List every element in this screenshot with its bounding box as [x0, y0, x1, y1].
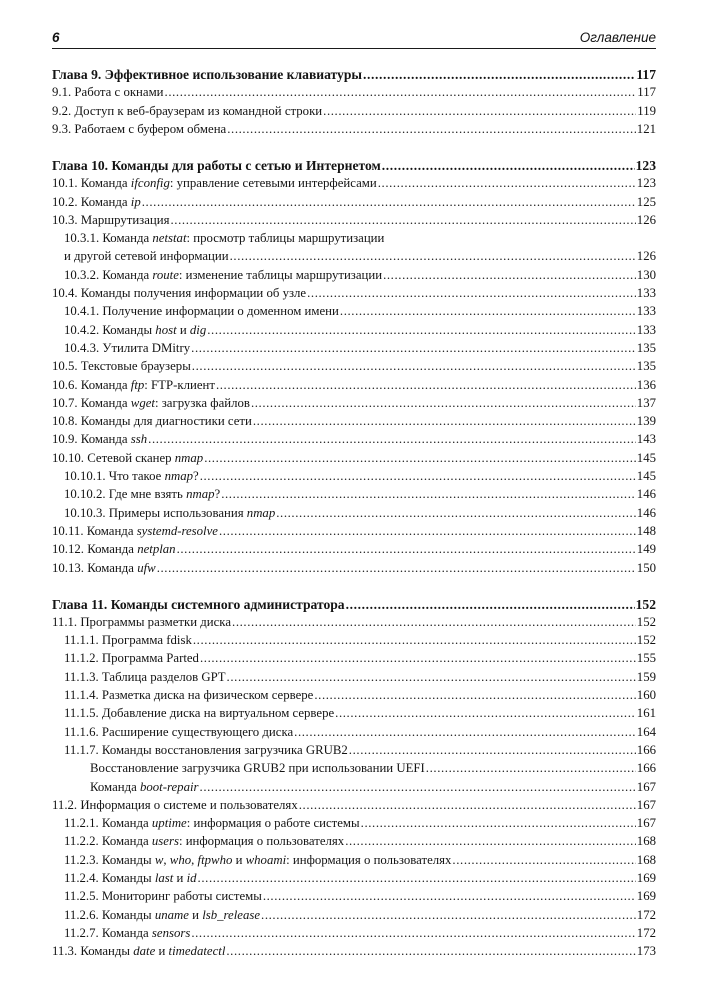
toc-entry-title: [52, 103, 322, 120]
toc-entry-title: [64, 833, 344, 850]
title-text: : загрузка файлов: [154, 395, 250, 410]
toc-entry[interactable]: [52, 194, 656, 211]
toc-entry[interactable]: [52, 760, 656, 777]
title-text: : изменение таблицы маршрутизации: [178, 267, 383, 282]
toc-entry[interactable]: [52, 230, 656, 247]
title-text: 11.1.2. Программа Parted: [64, 651, 199, 666]
title-text: 11.2.5. Мониторинг работы системы: [64, 889, 262, 904]
dot-leader: [314, 687, 635, 704]
title-text: 10.6. Команда: [52, 377, 131, 392]
running-header: [52, 28, 656, 48]
command-name: date: [133, 944, 156, 959]
dot-leader: [294, 724, 636, 741]
toc-page-number: 149: [636, 542, 656, 557]
toc-entry[interactable]: [52, 413, 656, 430]
dot-leader: [148, 431, 636, 448]
toc-page-number: 133: [636, 322, 656, 337]
toc-entry-title: [52, 413, 252, 430]
command-name: id: [186, 871, 197, 885]
title-text: 10.3.2. Команда: [64, 267, 153, 282]
title-text: 10.11. Команда: [52, 523, 137, 538]
toc-page-number: 135: [636, 359, 656, 374]
toc-page-number: 146: [636, 487, 656, 502]
command-name: ip: [130, 194, 141, 209]
title-text: 11.1.3. Таблица разделов GPT: [64, 669, 226, 684]
command-name: netplan: [137, 542, 176, 557]
toc-page-number: 168: [636, 852, 656, 867]
title-text: : управление сетевыми интерфейсами: [169, 176, 377, 191]
title-text: 9.1. Работа с окнами: [52, 85, 164, 100]
toc-entry[interactable]: [52, 614, 656, 631]
command-name: boot-repair: [139, 779, 199, 794]
page-number: 6: [52, 30, 60, 45]
title-text: 10.7. Команда: [52, 395, 131, 410]
toc-entry[interactable]: [52, 523, 656, 540]
dot-leader: [253, 413, 636, 430]
toc-entry[interactable]: [52, 925, 656, 942]
dot-leader: [361, 815, 636, 832]
toc-page-number: 119: [637, 103, 656, 118]
toc-page-number: 125: [636, 194, 656, 209]
title-text: : информация о пользователях: [178, 834, 345, 849]
header-rule: [52, 48, 656, 49]
dot-leader: [200, 779, 636, 796]
toc-page-number: 167: [636, 797, 656, 812]
toc-page-number: 117: [636, 67, 656, 82]
toc-page-number: 145: [636, 469, 656, 483]
dot-leader: [200, 468, 636, 485]
command-name: nmap: [164, 469, 193, 483]
toc-entry-title: [52, 194, 141, 211]
toc-entry-title: [64, 925, 190, 942]
command-name: uname: [154, 907, 189, 922]
toc-entry-title: [52, 596, 345, 613]
command-name: nmap: [246, 505, 276, 520]
toc-page-number: 143: [636, 432, 656, 447]
toc-entry-title: [64, 650, 199, 667]
toc-entry[interactable]: [52, 248, 656, 265]
title-text: 11.1.4. Разметка диска на физическом сервере: [64, 688, 314, 702]
dot-leader: [307, 285, 636, 302]
toc-entry-title: [64, 267, 382, 284]
title-text: Глава 11. Команды системного администратора: [52, 596, 345, 612]
toc-entry[interactable]: [52, 121, 656, 138]
toc-entry-title: [64, 852, 451, 869]
title-text: 10.3.1. Команда: [64, 231, 153, 246]
toc-page-number: 133: [636, 304, 656, 319]
toc-entry[interactable]: [52, 742, 656, 759]
toc-page-number: 172: [636, 925, 656, 940]
toc-entry[interactable]: [52, 724, 656, 741]
toc-entry-title: [64, 303, 339, 320]
toc-chapter-entry[interactable]: [52, 596, 656, 613]
title-text: 10.4.1. Получение информации о доменном имени: [64, 304, 339, 319]
title-text: и: [232, 852, 246, 867]
dot-leader: [191, 925, 635, 942]
title-text: Команда: [90, 779, 140, 794]
title-text: 10.4.2. Команды: [64, 322, 156, 337]
toc-page-number: 169: [636, 889, 656, 904]
title-text: 10.10.2. Где мне взять: [64, 487, 187, 502]
toc-entry-title: [64, 669, 226, 686]
toc-page-number: 126: [636, 212, 656, 227]
toc-entry[interactable]: [52, 175, 656, 192]
toc-entry-title: [90, 760, 425, 777]
command-name: whoami: [245, 852, 287, 867]
dot-leader: [345, 833, 636, 850]
toc-entry-title: [52, 560, 156, 577]
dot-leader: [157, 560, 636, 577]
toc-entry-title: [52, 395, 250, 412]
title-text: 11.3. Команды: [52, 944, 134, 959]
toc-entry[interactable]: [52, 486, 656, 503]
command-name: netstat: [152, 231, 187, 246]
toc-entry-title: [64, 888, 262, 905]
title-text: 10.12. Команда: [52, 542, 138, 557]
title-text: 11.1.7. Команды восстановления загрузчика GRUB2: [64, 742, 348, 757]
toc-entry[interactable]: [52, 943, 656, 960]
toc-entry[interactable]: [52, 450, 656, 467]
command-name: w: [154, 852, 164, 867]
title-text: 11.2.1. Команда: [64, 816, 152, 831]
toc-entry-title: [64, 230, 384, 247]
toc-entry-title: [52, 157, 381, 174]
dot-leader: [363, 66, 635, 83]
dot-leader: [263, 888, 636, 905]
title-text: 10.1. Команда: [52, 176, 131, 191]
toc-page-number: 167: [636, 816, 656, 831]
title-text: 10.3. Маршрутизация: [52, 212, 170, 227]
command-name: who: [169, 852, 192, 867]
title-text: ,: [191, 852, 198, 867]
title-text: и: [155, 944, 169, 959]
dot-leader: [340, 303, 636, 320]
toc-entry[interactable]: [52, 468, 656, 485]
title-text: 11.2.2. Команда: [64, 834, 152, 849]
toc-page-number: 155: [636, 651, 656, 666]
toc-entry-title: [52, 66, 362, 83]
toc-page-number: 146: [636, 505, 656, 520]
toc-page-number: 152: [635, 596, 656, 612]
toc-page-number: 159: [636, 669, 656, 684]
dot-leader: [193, 632, 636, 649]
dot-leader: [230, 248, 636, 265]
title-text: Глава 9. Эффективное использование клавиатуры: [52, 67, 363, 82]
title-text: Восстановление загрузчика GRUB2 при использовании UEFI: [90, 761, 425, 776]
dot-leader: [191, 340, 636, 357]
toc-page-number: 164: [636, 724, 656, 739]
toc-entry-title: [52, 84, 164, 101]
toc-page-number: 152: [636, 614, 656, 629]
toc-page-number: 130: [636, 267, 656, 282]
title-text: ?: [214, 487, 221, 502]
dot-leader: [276, 505, 636, 522]
dot-leader: [232, 614, 636, 631]
toc-entry[interactable]: [52, 340, 656, 357]
toc-entry[interactable]: [52, 888, 656, 905]
command-name: dig: [189, 322, 207, 337]
dot-leader: [383, 267, 636, 284]
dot-leader: [227, 669, 636, 686]
title-text: 11.1.1. Программа fdisk: [64, 633, 192, 648]
toc-entry[interactable]: [52, 632, 656, 649]
section-title: Оглавление: [579, 30, 656, 45]
dot-leader: [165, 84, 637, 101]
toc-page-number: 117: [637, 85, 656, 100]
dot-leader: [219, 523, 636, 540]
toc-page-number: 148: [636, 523, 656, 538]
toc-entry-title: [64, 815, 360, 832]
command-name: route: [152, 267, 179, 282]
toc-entry-title: [64, 687, 313, 704]
toc-entry[interactable]: [52, 322, 656, 339]
title-text: 10.10.3. Примеры использования: [64, 505, 247, 520]
dot-leader: [452, 852, 635, 869]
toc-entry-title: [52, 175, 377, 192]
title-text: и: [188, 907, 203, 922]
toc-entry[interactable]: [52, 84, 656, 101]
toc-entry-title: [52, 431, 147, 448]
command-name: timedatectl: [168, 944, 226, 959]
toc-entry[interactable]: [52, 907, 656, 924]
toc-entry-title: [52, 614, 231, 631]
toc-entry-title: [52, 943, 225, 960]
dot-leader: [261, 907, 636, 924]
toc-entry[interactable]: [52, 669, 656, 686]
toc-entry-title: [52, 797, 298, 814]
toc-entry[interactable]: [52, 797, 656, 814]
toc-entry-title: [90, 779, 199, 796]
toc-entry-title: [64, 724, 293, 741]
title-text: ,: [163, 852, 170, 867]
command-name: nmap: [174, 450, 204, 465]
title-text: 9.3. Работаем с буфером обмена: [52, 121, 227, 136]
title-text: и: [176, 322, 190, 337]
command-name: ufw: [137, 560, 156, 575]
toc-entry-title: [64, 632, 192, 649]
title-text: 10.4.3. Утилита DMitry: [64, 340, 191, 355]
toc-entry-title: [64, 505, 275, 522]
dot-leader: [221, 486, 636, 503]
toc-page-number: 135: [636, 340, 656, 355]
command-name: ifconfig: [130, 176, 170, 191]
toc-entry-title: [52, 121, 226, 138]
title-text: 10.5. Текстовые браузеры: [52, 359, 191, 374]
title-text: ?: [193, 469, 199, 483]
command-name: nmap: [186, 487, 215, 502]
title-text: 10.9. Команда: [52, 432, 131, 447]
toc-entry-title: [64, 322, 206, 339]
command-name: systemd-resolve: [136, 523, 218, 538]
title-text: 10.2. Команда: [52, 194, 131, 209]
toc-entry[interactable]: [52, 650, 656, 667]
title-text: и другой сетевой информации: [64, 249, 229, 264]
toc-entry[interactable]: [52, 377, 656, 394]
toc-page-number: 173: [636, 944, 656, 959]
toc-entry[interactable]: [52, 505, 656, 522]
dot-leader: [426, 760, 636, 777]
title-text: : просмотр таблицы маршрутизации: [186, 231, 385, 246]
dot-leader: [216, 377, 636, 394]
title-text: 9.2. Доступ к веб-браузерам из командной строки: [52, 103, 323, 118]
command-name: last: [154, 871, 174, 885]
toc-entry[interactable]: [52, 431, 656, 448]
title-text: 11.2.3. Команды: [64, 852, 155, 867]
toc-entry[interactable]: [52, 395, 656, 412]
title-text: 11.2. Информация о системе и пользователях: [52, 797, 298, 812]
dot-leader: [192, 358, 636, 375]
toc-page-number: 168: [636, 834, 656, 849]
dot-leader: [198, 870, 636, 887]
dot-leader: [349, 742, 636, 759]
title-text: : информация о работе системы: [186, 816, 360, 831]
toc-page-number: 137: [636, 395, 656, 410]
toc-entry[interactable]: [52, 541, 656, 558]
command-name: ftpwho: [197, 852, 233, 867]
title-text: и: [173, 871, 187, 885]
toc-entry-title: [52, 377, 215, 394]
toc-entry-title: [64, 486, 220, 503]
toc-page-number: 121: [636, 121, 656, 136]
dot-leader: [335, 705, 636, 722]
title-text: 11.1.6. Расширение существующего диска: [64, 724, 294, 739]
toc-page-number: 150: [636, 560, 656, 575]
command-name: sensors: [151, 925, 191, 940]
toc-entry-title: [52, 523, 218, 540]
toc-entry[interactable]: [52, 212, 656, 229]
toc-entry[interactable]: [52, 303, 656, 320]
toc-page-number: 166: [636, 761, 656, 776]
title-text: 11.2.7. Команда: [64, 925, 152, 940]
toc-entry[interactable]: [52, 267, 656, 284]
title-text: 11.1. Программы разметки диска: [52, 614, 232, 629]
command-name: ssh: [130, 432, 148, 447]
dot-leader: [207, 322, 636, 339]
toc-page-number: 136: [636, 377, 656, 392]
toc-page-number: 167: [636, 779, 656, 794]
command-name: host: [155, 322, 177, 337]
title-text: 10.10. Сетевой сканер: [52, 450, 175, 465]
toc-entry[interactable]: [52, 815, 656, 832]
toc-entry-title: [52, 212, 170, 229]
dot-leader: [251, 395, 636, 412]
dot-leader: [378, 175, 636, 192]
toc-entry[interactable]: [52, 852, 656, 869]
dot-leader: [382, 157, 635, 174]
dot-leader: [323, 103, 636, 120]
dot-leader: [227, 121, 636, 138]
toc-page-number: 133: [636, 286, 656, 300]
dot-leader: [177, 541, 636, 558]
toc-page-number: 161: [636, 706, 656, 721]
command-name: users: [151, 834, 179, 849]
toc-page-number: 160: [636, 688, 656, 702]
command-name: ftp: [130, 377, 145, 392]
toc-entry-title: [64, 340, 190, 357]
toc-entry[interactable]: [52, 833, 656, 850]
dot-leader: [142, 194, 636, 211]
command-name: lsb_release: [202, 907, 261, 922]
toc-entry[interactable]: [52, 687, 656, 704]
title-text: Глава 10. Команды для работы с сетью и Интернетом: [52, 157, 381, 173]
toc-page-number: 145: [636, 450, 656, 465]
title-text: : информация о пользователях: [286, 852, 452, 867]
toc-page-number: 139: [636, 414, 656, 429]
toc-entry-title: [52, 450, 203, 467]
toc-entry-title: [52, 285, 306, 302]
dot-leader: [299, 797, 636, 814]
title-text: 10.4. Команды получения информации об узле: [52, 286, 307, 300]
toc-page-number: 152: [636, 633, 656, 648]
toc-entry[interactable]: [52, 560, 656, 577]
title-text: 10.8. Команды для диагностики сети: [52, 414, 252, 429]
title-text: : FTP-клиент: [144, 377, 215, 392]
toc-entry[interactable]: [52, 103, 656, 120]
toc-page-number: 126: [636, 249, 656, 264]
toc-page-number: 123: [636, 176, 656, 191]
title-text: 10.13. Команда: [52, 560, 138, 575]
toc-page-number: 172: [636, 907, 656, 922]
toc-chapter-entry[interactable]: [52, 66, 656, 83]
toc-entry[interactable]: [52, 705, 656, 722]
title-text: 10.10.1. Что такое: [64, 469, 165, 483]
toc-entry-title: [64, 705, 334, 722]
toc-entry-title: [64, 468, 199, 485]
toc-entry-title: [52, 358, 191, 375]
title-text: 11.2.6. Команды: [64, 907, 155, 922]
toc-entry-title: [64, 248, 229, 265]
command-name: uptime: [151, 816, 187, 831]
toc-entry-title: [52, 541, 176, 558]
dot-leader: [171, 212, 636, 229]
dot-leader: [226, 943, 635, 960]
title-text: 11.1.5. Добавление диска на виртуальном сервере: [64, 706, 335, 721]
title-text: 11.2.4. Команды: [64, 871, 155, 885]
toc-page-number: 123: [635, 157, 656, 173]
toc-entry-title: [64, 907, 260, 924]
toc-page-number: 166: [636, 742, 656, 757]
toc-page-number: 169: [636, 871, 656, 885]
toc-entry-title: [64, 742, 348, 759]
toc-chapter-entry[interactable]: [52, 157, 656, 174]
command-name: wget: [130, 395, 155, 410]
dot-leader: [204, 450, 636, 467]
dot-leader: [200, 650, 636, 667]
toc-entry[interactable]: [52, 285, 656, 302]
toc-entry-title: [64, 870, 197, 887]
toc-entry[interactable]: [52, 779, 656, 796]
toc-entry[interactable]: [52, 358, 656, 375]
dot-leader: [346, 596, 635, 613]
toc-entry[interactable]: [52, 870, 656, 887]
